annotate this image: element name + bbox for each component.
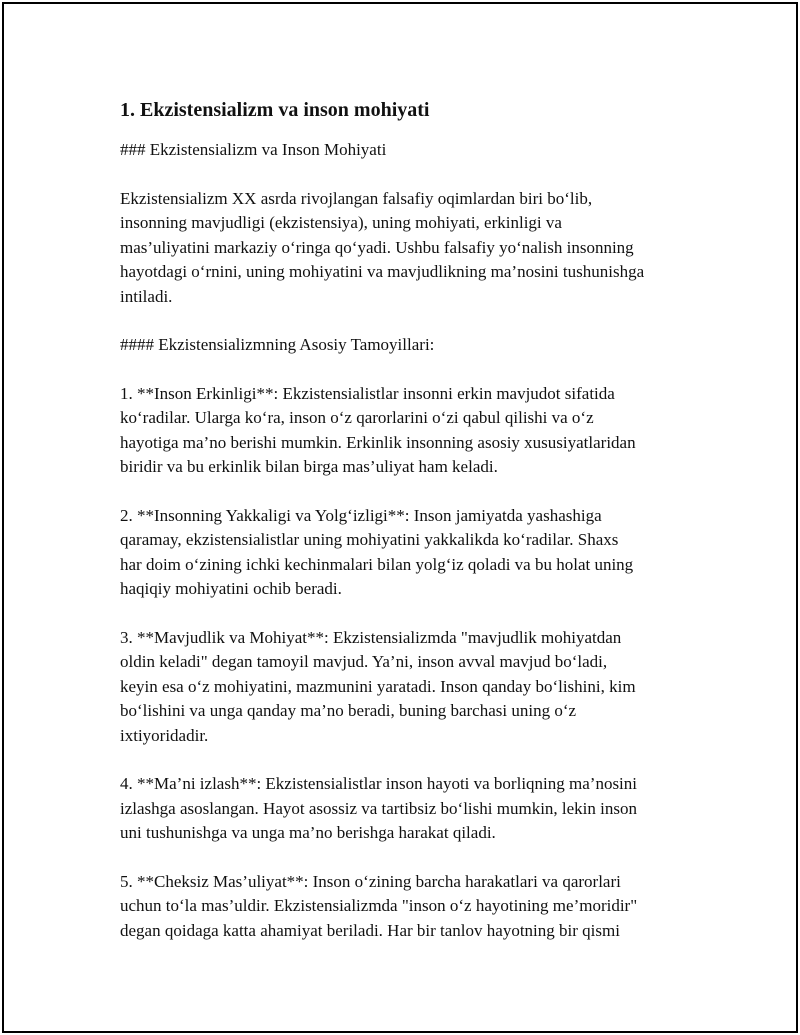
list-item	[120, 870, 720, 944]
text-line: 4. **Ma’ni izlash**: Ekzistensialistlar inson hayoti va borliqning ma’nosini	[120, 774, 638, 793]
intro-paragraph	[120, 187, 720, 310]
text-line: hayotdagi o‘rnini, uning mohiyatini va mavjudlikning ma’nosini tushunishga	[120, 262, 645, 281]
list-item	[120, 504, 720, 602]
text-line: biridir va bu erkinlik bilan birga mas’uliyat ham keladi.	[120, 457, 498, 476]
document-content	[120, 96, 720, 967]
text-line: ko‘radilar. Ularga ko‘ra, inson o‘z qarorlarini o‘zi qabul qilishi va o‘z	[120, 408, 594, 427]
text-line: izlashga asoslangan. Hayot asossiz va tartibsiz bo‘lishi mumkin, lekin inson	[120, 798, 637, 818]
subsection-heading: #### Ekzistensializmning Asosiy Tamoyillari:	[120, 335, 435, 354]
list-item	[120, 772, 720, 846]
list-item	[120, 382, 720, 480]
document-title: 1. Ekzistensializm va inson mohiyati	[120, 99, 430, 121]
text-line: haqiqiy mohiyatini ochib beradi.	[120, 579, 342, 598]
text-line: har doim o‘zining ichki kechinmalari bilan yolg‘iz qoladi va bu holat uning	[120, 554, 634, 574]
text-line: hayotiga ma’no berishi mumkin. Erkinlik insonning asosiy xususiyatlaridan	[120, 432, 636, 452]
text-line: 1. **Inson Erkinligi**: Ekzistensialistlar insonni erkin mavjudot sifatida	[120, 383, 615, 403]
document-page	[2, 2, 798, 1033]
text-line: 5. **Cheksiz Mas’uliyat**: Inson o‘zining barcha harakatlari va qarorlari	[120, 871, 621, 891]
text-line: uchun to‘la mas’uldir. Ekzistensializmda "inson o‘z hayotining me’moridir"	[120, 896, 638, 915]
text-line: degan qoidaga katta ahamiyat beriladi. Har bir tanlov hayotning bir qismi	[120, 920, 620, 940]
text-line: 2. **Insonning Yakkaligi va Yolg‘izligi**: Inson jamiyatda yashashiga	[120, 505, 602, 525]
text-line: keyin esa o‘z mohiyatini, mazmunini yaratadi. Inson qanday bo‘lishini, kim	[120, 676, 636, 696]
text-line: oldin keladi" degan tamoyil mavjud. Ya’ni, inson avval mavjud bo‘ladi,	[120, 652, 608, 671]
text-line: uni tushunishga va unga ma’no berishga harakat qiladi.	[120, 823, 496, 842]
list-item	[120, 626, 720, 749]
section-heading: ### Ekzistensializm va Inson Mohiyati	[120, 140, 387, 159]
text-line: insonning mavjudligi (ekzistensiya), uning mohiyati, erkinligi va	[120, 213, 562, 232]
text-line: mas’uliyatini markaziy o‘ringa qo‘yadi. Ushbu falsafiy yo‘nalish insonning	[120, 237, 634, 257]
text-line: intiladi.	[120, 286, 173, 306]
text-line: Ekzistensializm XX asrda rivojlangan falsafiy oqimlardan biri bo‘lib,	[120, 188, 593, 208]
text-line: qaramay, ekzistensialistlar uning mohiyatini yakkalikda ko‘radilar. Shaxs	[120, 530, 619, 549]
text-line: bo‘lishini va unga qanday ma’no beradi, buning barchasi uning o‘z	[120, 701, 577, 720]
text-line: ixtiyoridadir.	[120, 725, 209, 745]
text-line: 3. **Mavjudlik va Mohiyat**: Ekzistensializmda "mavjudlik mohiyatdan	[120, 627, 622, 647]
